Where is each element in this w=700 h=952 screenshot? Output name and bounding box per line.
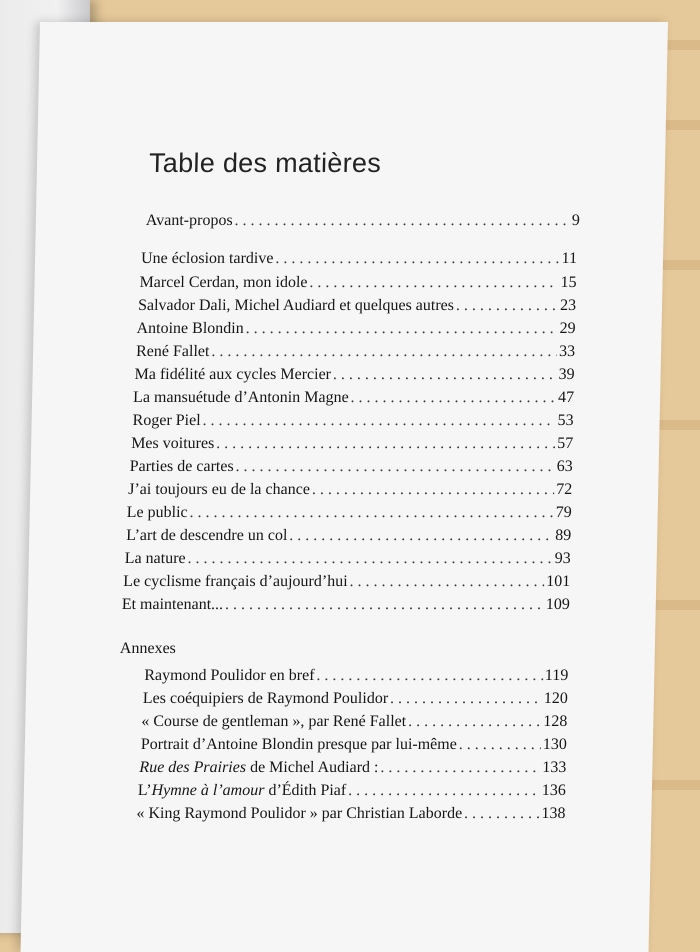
leader-dots [464,805,540,823]
toc-entry-page: 57 [556,435,574,452]
leader-dots [348,782,540,800]
toc-entry[interactable] [134,366,574,384]
page-title: Table des matières [148,148,382,178]
toc-entry-label: Parties de cartes [129,458,234,475]
toc-entry-label: Les coéquipiers de Raymond Poulidor [142,690,389,707]
toc-entry-page: 133 [542,759,567,776]
leader-dots [189,504,554,522]
toc-entry-label: La mansuétude d’Antonin Magne [132,389,349,406]
toc-entry[interactable] [139,274,576,292]
leader-dots [211,343,557,361]
leader-dots [316,667,543,685]
toc-entry-avant-propos[interactable] [146,212,580,230]
leader-dots [380,759,540,777]
leader-dots [245,320,557,338]
label-rest: d’Édith Piaf [264,782,347,799]
toc-entry-label: Raymond Poulidor en bref [144,667,315,684]
toc-entry[interactable] [133,389,574,407]
leader-dots [235,458,554,476]
toc-entry-label: J’ai toujours eu de la chance [128,481,311,498]
toc-entry-page: 33 [558,343,576,360]
leader-dots [234,212,570,230]
leader-dots [187,550,553,568]
toc-entry[interactable] [141,250,577,268]
leader-dots [309,274,558,292]
toc-entry[interactable] [122,596,570,614]
toc-entry-page: 109 [545,596,570,613]
toc-entry[interactable] [132,412,573,430]
annex-entry[interactable] [139,759,566,777]
toc-entry-label: Avant-propos [145,212,233,229]
leader-dots [225,596,544,614]
toc-entry-page: 79 [555,504,572,521]
italic-title: Rue des Prairies [139,759,247,776]
leader-dots [408,713,542,731]
toc-entry-page: 39 [558,366,575,383]
toc-entry-page: 72 [556,481,573,498]
toc-entry-page: 9 [571,212,581,229]
toc-entry-label: Et maintenant... [121,596,224,613]
annex-entry[interactable] [138,782,566,800]
toc-entry-label: « Course de gentleman », par René Fallet [141,713,407,730]
toc-entry[interactable] [136,343,575,361]
leader-dots [202,412,555,430]
toc-entry-page: 15 [560,274,577,291]
toc-entry[interactable] [123,573,570,591]
leader-dots [349,573,544,591]
leader-dots [456,297,558,315]
toc-entry-label [139,759,378,777]
toc-entry-page: 138 [541,805,566,822]
toc-entry[interactable] [136,320,575,338]
toc-entry-page: 63 [556,458,573,475]
leader-dots [459,736,541,754]
toc-entry-label: Mes voitures [130,435,215,452]
toc-entry-label: Ma fidélité aux cycles Mercier [134,366,332,383]
toc-entry-label: L’art de descendre un col [126,527,288,544]
leader-dots [350,389,556,407]
toc-entry-label: « King Raymond Poulidor » par Christian Laborde [136,805,463,822]
toc-entry[interactable] [138,297,576,315]
toc-entry-label: Une éclosion tardive [140,250,274,267]
toc-entry-label: Marcel Cerdan, mon idole [139,274,308,291]
book-page [21,22,668,952]
toc-entry-page: 101 [546,573,571,590]
leader-dots [275,250,560,268]
annex-entry[interactable] [141,736,567,754]
label-rest: de Michel Audiard : [245,759,379,776]
toc-entry-label: Le cyclisme français d’aujourd’hui [123,573,348,590]
annex-entry[interactable] [136,805,565,823]
annex-entry[interactable] [143,690,568,708]
leader-dots [333,366,557,384]
toc-entry-page: 47 [557,389,575,406]
toc-entry-label: Salvador Dali, Michel Audiard et quelques autres [137,297,455,314]
leader-dots [312,481,555,499]
toc-entry-label: Le public [126,504,188,521]
toc-entry-label: La nature [124,550,186,567]
toc-entry[interactable] [128,481,572,499]
toc-entry-page: 23 [559,297,577,314]
toc-entry[interactable] [131,435,573,453]
toc-entry[interactable] [125,550,571,568]
toc-entry-label: Antoine Blondin [136,320,244,337]
toc-entry-label [138,782,347,800]
annex-entry[interactable] [144,667,568,685]
toc-entry-page: 128 [543,713,568,730]
toc-entry-page: 93 [554,550,571,567]
toc-entry[interactable] [127,504,572,522]
leader-dots [216,435,555,453]
leader-dots [390,690,542,708]
toc-entry-page: 29 [559,320,576,337]
toc-entry-label: René Fallet [135,343,210,360]
label-prefix: L’ [137,782,152,799]
toc-entry[interactable] [126,527,571,545]
toc-entry-page: 119 [544,667,569,684]
toc-entry-label: Roger Piel [132,412,201,429]
annexes-heading: Annexes [119,640,177,657]
toc-entry-page: 136 [541,782,567,799]
toc-entry-page: 11 [561,250,578,267]
toc-entry-page: 53 [557,412,574,429]
toc-entry-page: 89 [555,527,572,544]
toc-entry[interactable] [129,458,572,476]
leader-dots [289,527,553,545]
toc-entry-label: Portrait d’Antoine Blondin presque par lui-même [140,736,457,753]
annex-entry[interactable] [141,713,567,731]
toc-entry-page: 120 [543,690,569,707]
italic-title: Hymne à l’amour [151,782,265,799]
toc-entry-page: 130 [542,736,568,753]
